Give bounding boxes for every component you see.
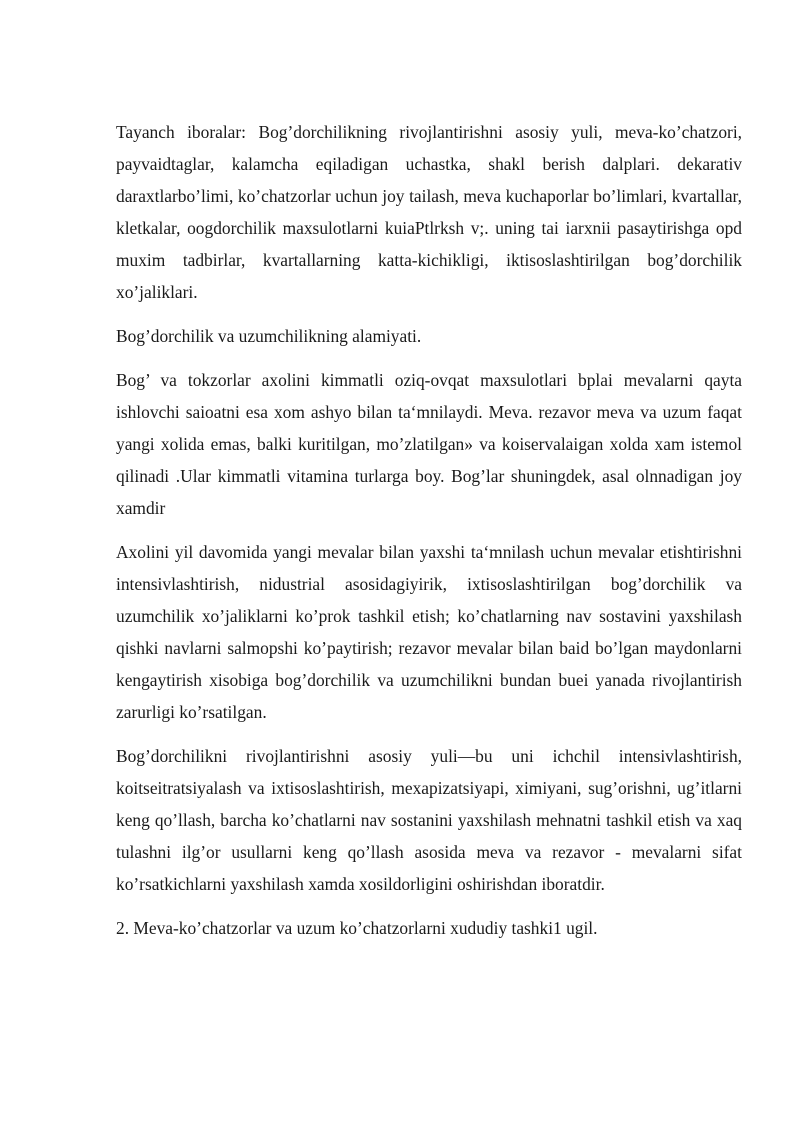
- paragraph-main-path: Bog’dorchilikni rivojlantirishni asosiy yuli—bu uni ichchil intensivlashtirish, koitseitratsiyalash va ixtisoslashtirish, mexapizatsiyapi, ximiyani, sug’orishni, ug’itlarni keng qo’llash, barcha ko’chatlarni nav sostanini yaxshilash mehnatni tashkil etish va xaq tulashni ilg’or usullarni keng qo’llash asosida meva va rezavor - mevalarni sifat ko’rsatkichlarni yaxshilash xamda xosildorligini oshirishdan iboratdir.: [116, 746, 742, 894]
- section-heading-importance: Bog’dorchilik va uzumchilikning alamiyati.: [116, 326, 422, 346]
- section-heading-nurseries: 2. Meva-ko’chatzorlar va uzum ko’chatzorlarni xududiy tashki1 ugil.: [116, 918, 598, 938]
- document-body: [116, 116, 742, 956]
- paragraph-key-terms: Tayanch iboralar: Bog’dorchilikning rivojlantirishni asosiy yuli, meva-ko’chatzori, payvaidtaglar, kalamcha eqiladigan uchastka, shakl berish dalplari. dekarativ daraxtlarbo’limi, ko’chatzorlar uchun joy tailash, meva kuchaporlar bo’limlari, kvartallar, kletkalar, oogdorchilik maxsulotlarni kuiaPtlrksh v;. uning tai iarxnii pasaytirishga opd muxim tadbirlar, kvartallarning katta-kichikligi, iktisoslashtirilgan bog’dorchilik xo’jaliklari.: [116, 122, 742, 302]
- paragraph-intensification: Axolini yil davomida yangi mevalar bilan yaxshi ta‘mnilash uchun mevalar etishtirishni intensivlashtirish, nidustrial asosidagiyirik, ixtisoslashtirilgan bog’dorchilik va uzumchilik xo’jaliklarni ko’prok tashkil etish; ko’chatlarning nav sostavini yaxshilash qishki navlarni salmopshi ko’paytirish; rezavor mevalar bilan baid bo’lgan maydonlarni kengaytirish xisobiga bog’dorchilik va uzumchilikni bundan buei yanada rivojlantirish zarurligi ko’rsatilgan.: [116, 542, 742, 722]
- paragraph-orchards-value: Bog’ va tokzorlar axolini kimmatli oziq-ovqat maxsulotlari bplai mevalarni qayta ishlovchi saioatni esa xom ashyo bilan ta‘mnilaydi. Meva. rezavor meva va uzum faqat yangi xolida emas, balki kuritilgan, mo’zlatilgan» va koiservalaigan xolda xam istemol qilinadi .Ular kimmatli vitamina turlarga boy. Bog’lar shuningdek, asal olnnadigan joy xamdir: [116, 370, 742, 518]
